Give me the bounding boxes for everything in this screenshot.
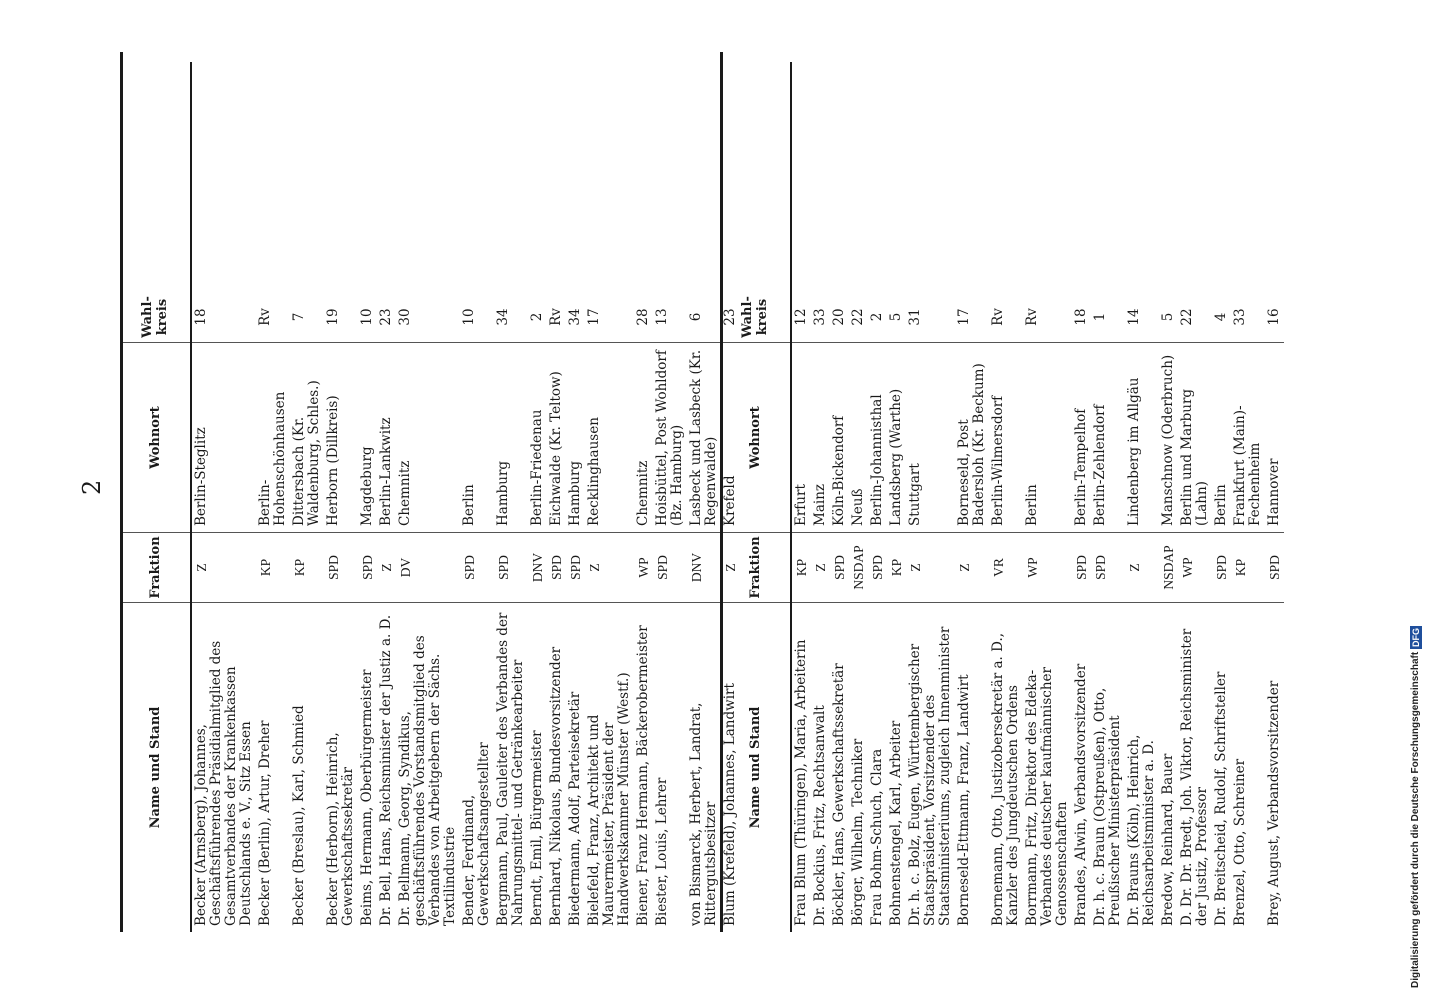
cell-fraktion: NSDAP [849, 532, 868, 602]
cell-wohnort: Borneseld, Post Badersloh (Kr. Beckum) [955, 342, 989, 532]
table-row [1178, 62, 1212, 932]
cell-fraktion: Z [585, 532, 634, 602]
header-wahlkreis: Wahl-kreis [740, 296, 770, 338]
cell-wahlkreis: 1 [1092, 312, 1108, 322]
cell-wohnort: Berlin [1023, 342, 1072, 532]
cell-fraktion: SPD [494, 532, 528, 602]
cell-fraktion: SPD [460, 532, 494, 602]
cell-name: Bredow, Reinhard, Bauer [1159, 602, 1178, 932]
cell-fraktion: SPD [1091, 532, 1125, 602]
cell-wahlkreis: 14 [1126, 308, 1142, 326]
cell-fraktion: SPD [830, 532, 849, 602]
cell-fraktion: SPD [1265, 532, 1284, 602]
cell-name: von Bismarck, Herbert, Landrat, Rittergutsbesitzer [687, 602, 721, 932]
cell-name: Brandes, Alwin, Verbandsvorsitzender [1072, 602, 1091, 932]
header-name: Name und Stand [720, 602, 790, 932]
cell-wahlkreis: 2 [869, 312, 885, 322]
cell-fraktion: KP [290, 532, 324, 602]
cell-wahlkreis: 5 [1160, 312, 1176, 322]
cell-wohnort: Stuttgart [906, 342, 955, 532]
cell-wahlkreis: 4 [1213, 312, 1229, 322]
cell-wohnort: Eichwalde (Kr. Teltow) [547, 342, 566, 532]
table-header [720, 62, 792, 932]
cell-wahlkreis: 34 [567, 308, 583, 326]
table-row [566, 62, 585, 932]
page-number: 2 [78, 479, 106, 495]
cell-fraktion: SPD [358, 532, 377, 602]
cell-wohnort: Hoisbüttel, Post Wohldorf (Bz. Hamburg) [653, 342, 687, 532]
cell-wohnort: Berlin-Wilmersdorf [989, 342, 1023, 532]
cell-fraktion: SPD [324, 532, 358, 602]
cell-fraktion: Z [811, 532, 830, 602]
table-row [1265, 62, 1284, 932]
cell-fraktion: Z [721, 532, 740, 602]
table-row [634, 62, 653, 932]
cell-wahlkreis: 17 [586, 308, 602, 326]
cell-wohnort: Berlin und Marburg (Lahn) [1178, 342, 1212, 532]
cell-name: Dr. h. c. Braun (Ostpreußen), Otto, Preußischer Ministerpräsident [1091, 602, 1125, 932]
table-row [1072, 62, 1091, 932]
cell-name: Biener, Franz Hermann, Bäckerobermeister [634, 602, 653, 932]
margin-note [1410, 8, 1428, 988]
cell-fraktion: Z [955, 532, 989, 602]
table-row [868, 62, 887, 932]
table-row [528, 62, 547, 932]
cell-wahlkreis: 31 [907, 308, 923, 326]
cell-fraktion: KP [256, 532, 290, 602]
cell-wahlkreis: 23 [722, 308, 738, 326]
cell-fraktion: SPD [566, 532, 585, 602]
cell-wahlkreis: 19 [325, 308, 341, 326]
cell-wohnort: Recklinghausen [585, 342, 634, 532]
cell-wohnort: Chemnitz [634, 342, 653, 532]
cell-fraktion: Z [906, 532, 955, 602]
cell-wahlkreis: 28 [635, 308, 651, 326]
header-wohnort: Wohnort [120, 342, 190, 532]
table-row [494, 62, 528, 932]
cell-name: Borrmann, Fritz, Direktor des Edeka-Verbandes deutscher kaufmännischer Genossenschaften [1023, 602, 1072, 932]
cell-wohnort: Chemnitz [396, 342, 460, 532]
table-row [887, 62, 906, 932]
table-row [849, 62, 868, 932]
cell-wohnort: Berlin-Tempelhof [1072, 342, 1091, 532]
cell-name: Börger, Wilhelm, Techniker [849, 602, 868, 932]
cell-name: Biedermann, Adolf, Parteisekretär [566, 602, 585, 932]
cell-wohnort: Köln-Bickendorf [830, 342, 849, 532]
cell-wahlkreis: 5 [888, 312, 904, 322]
cell-wohnort: Berlin-Johannisthal [868, 342, 887, 532]
cell-name: Dr. h. c. Bolz, Eugen, Württembergischer Staatspräsident, Vorsitzender des Staatsministeriums, zugleich Innenminister [906, 602, 955, 932]
cell-fraktion: DV [396, 532, 460, 602]
table-row [547, 62, 566, 932]
cell-wahlkreis: 7 [291, 312, 307, 322]
cell-name: Dr. Brauns (Köln), Heinrich, Reichsarbeitsminister a. D. [1125, 602, 1159, 932]
table-body [792, 62, 1284, 932]
cell-name: Brey, August, Verbandsvorsitzender [1265, 602, 1284, 932]
cell-fraktion: SPD [1072, 532, 1091, 602]
cell-fraktion: KP [887, 532, 906, 602]
cell-wahlkreis: 17 [956, 308, 972, 326]
cell-wahlkreis: 10 [359, 308, 375, 326]
cell-wahlkreis: 22 [1179, 308, 1195, 326]
table-top-rule [720, 52, 723, 932]
cell-name: Bender, Ferdinand, Gewerkschaftsangestellter [460, 602, 494, 932]
cell-fraktion: VR [989, 532, 1023, 602]
cell-name: Bornemann, Otto, Justizobersekretär a. D., Kanzler des Jungdeutschen Ordens [989, 602, 1023, 932]
cell-wahlkreis: 30 [397, 308, 413, 326]
cell-fraktion: WP [1023, 532, 1072, 602]
cell-name: D. Dr. Dr. Bredt, Joh. Viktor, Reichsminister der Justiz, Professor [1178, 602, 1212, 932]
members-table-1 [120, 62, 740, 932]
table-body [192, 62, 740, 932]
cell-wohnort: Landsberg (Warthe) [887, 342, 906, 532]
cell-wohnort: Neuß [849, 342, 868, 532]
header-wahlkreis: Wahl-kreis [140, 296, 170, 338]
cell-name: Borneseld-Ettmann, Franz, Landwirt [955, 602, 989, 932]
cell-wahlkreis: 6 [688, 312, 704, 322]
cell-wohnort: Hannover [1265, 342, 1284, 532]
table-row [256, 62, 290, 932]
cell-wahlkreis: 13 [654, 308, 670, 326]
table-row [989, 62, 1023, 932]
table-row [290, 62, 324, 932]
header-fraktion: Fraktion [720, 532, 790, 602]
cell-wahlkreis: Rv [257, 308, 273, 326]
cell-name: Becker (Arnsberg), Johannes, Geschäftsführendes Präsidialmitglied des Gesamtverbandes der Krankenkassen Deutschlands e. V., Sitz Essen [192, 602, 256, 932]
cell-name: Dr. Bockius, Fritz, Rechtsanwalt [811, 602, 830, 932]
cell-name: Brenzel, Otto, Schreiner [1231, 602, 1265, 932]
cell-fraktion: Z [192, 532, 256, 602]
cell-wahlkreis: 34 [495, 308, 511, 326]
table-row [955, 62, 989, 932]
cell-name: Becker (Herborn), Heinrich, Gewerkschaftssekretär [324, 602, 358, 932]
table-row [653, 62, 687, 932]
table-row [906, 62, 955, 932]
cell-name: Dr. Breitscheid, Rudolf, Schriftsteller [1212, 602, 1231, 932]
cell-name: Dr. Bell, Hans, Reichsminister der Justiz a. D. [377, 602, 396, 932]
cell-wohnort: Frankfurt (Main)-Fechenheim [1231, 342, 1265, 532]
cell-wahlkreis: Rv [548, 308, 564, 326]
cell-fraktion: WP [1178, 532, 1212, 602]
cell-fraktion: DNV [687, 532, 721, 602]
table-row [460, 62, 494, 932]
cell-wohnort: Berlin-Lankwitz [377, 342, 396, 532]
cell-fraktion: Z [377, 532, 396, 602]
cell-wohnort: Manschnow (Oderbruch) [1159, 342, 1178, 532]
cell-wahlkreis: Rv [990, 308, 1006, 326]
cell-name: Dr. Bellmann, Georg, Syndikus, geschäftsführendes Vorstandsmitglied des Verbandes von Arbeitgebern der Sächs. Textilindustrie [396, 602, 460, 932]
table-row [811, 62, 830, 932]
cell-wohnort: Berlin [1212, 342, 1231, 532]
cell-fraktion: KP [1231, 532, 1265, 602]
cell-wohnort: Berlin-Steglitz [192, 342, 256, 532]
cell-wahlkreis: 23 [378, 308, 394, 326]
dfg-logo: DFG [1411, 628, 1421, 648]
cell-wohnort: Mainz [811, 342, 830, 532]
cell-wohnort: Lasbeck und Lasbeck (Kr. Regenwalde) [687, 342, 721, 532]
cell-fraktion: DNV [528, 532, 547, 602]
cell-fraktion: KP [792, 532, 811, 602]
cell-wohnort: Krefeld [721, 342, 740, 532]
cell-name: Bohnenstengel, Karl, Arbeiter [887, 602, 906, 932]
cell-wahlkreis: 33 [1232, 308, 1248, 326]
cell-wohnort: Berlin [460, 342, 494, 532]
cell-fraktion: Z [1125, 532, 1159, 602]
header-wohnort: Wohnort [720, 342, 790, 532]
cell-fraktion: WP [634, 532, 653, 602]
cell-wahlkreis: 22 [850, 308, 866, 326]
table-row [324, 62, 358, 932]
cell-wahlkreis: 2 [529, 312, 545, 322]
table-row [1212, 62, 1231, 932]
cell-name: Biester, Louis, Lehrer [653, 602, 687, 932]
cell-wahlkreis: 33 [812, 308, 828, 326]
table-row [830, 62, 849, 932]
table-row [1023, 62, 1072, 932]
cell-wahlkreis: 12 [793, 308, 809, 326]
cell-wahlkreis: 18 [193, 308, 209, 326]
table-row [377, 62, 396, 932]
cell-wohnort: Berlin-Friedenau [528, 342, 547, 532]
cell-name: Becker (Berlin), Artur, Dreher [256, 602, 290, 932]
cell-fraktion: SPD [1212, 532, 1231, 602]
cell-wahlkreis: 20 [831, 308, 847, 326]
table-row [1125, 62, 1159, 932]
cell-wahlkreis: 18 [1073, 308, 1089, 326]
cell-name: Berndt, Emil, Bürgermeister [528, 602, 547, 932]
cell-wohnort: Berlin-Zehlendorf [1091, 342, 1125, 532]
cell-name: Becker (Breslau), Karl, Schmied [290, 602, 324, 932]
cell-fraktion: SPD [653, 532, 687, 602]
cell-wohnort: Hamburg [494, 342, 528, 532]
cell-name: Bergmann, Paul, Gauleiter des Verbandes der Nahrungsmittel- und Getränkearbeiter [494, 602, 528, 932]
table-row [192, 62, 256, 932]
cell-name: Blum (Krefeld), Johannes, Landwirt [721, 602, 740, 932]
table-top-rule [120, 52, 123, 932]
cell-wahlkreis: 16 [1266, 308, 1282, 326]
cell-wohnort: Erfurt [792, 342, 811, 532]
cell-wohnort: Magdeburg [358, 342, 377, 532]
cell-name: Frau Blum (Thüringen), Maria, Arbeiterin [792, 602, 811, 932]
table-row [1231, 62, 1265, 932]
members-table-2 [720, 62, 1284, 932]
table-row [1091, 62, 1125, 932]
cell-wahlkreis: Rv [1024, 308, 1040, 326]
cell-name: Frau Bohm-Schuch, Clara [868, 602, 887, 932]
header-name: Name und Stand [120, 602, 190, 932]
header-fraktion: Fraktion [120, 532, 190, 602]
cell-fraktion: NSDAP [1159, 532, 1178, 602]
cell-name: Böckler, Hans, Gewerkschaftssekretär [830, 602, 849, 932]
cell-wohnort: Berlin-Hohenschönhausen [256, 342, 290, 532]
table-header [120, 62, 192, 932]
cell-wohnort: Herborn (Dillkreis) [324, 342, 358, 532]
table-row [358, 62, 377, 932]
cell-wohnort: Hamburg [566, 342, 585, 532]
cell-wohnort: Dittersbach (Kr. Waldenburg, Schles.) [290, 342, 324, 532]
cell-name: Bernhard, Nikolaus, Bundesvorsitzender [547, 602, 566, 932]
table-row [687, 62, 721, 932]
cell-fraktion: SPD [868, 532, 887, 602]
cell-fraktion: SPD [547, 532, 566, 602]
table-row [1159, 62, 1178, 932]
table-row [792, 62, 811, 932]
margin-note-text: Digitalisierung gefördert durch die Deutsche Forschungsgemeinschaft [1410, 651, 1421, 988]
cell-name: Beims, Hermann, Oberbürgermeister [358, 602, 377, 932]
cell-wahlkreis: 10 [461, 308, 477, 326]
cell-wohnort: Lindenberg im Allgäu [1125, 342, 1159, 532]
table-row [396, 62, 460, 932]
cell-name: Bielefeld, Franz, Architekt und Maurermeister, Präsident der Handwerkskammer Münster (Westf.) [585, 602, 634, 932]
table-row [585, 62, 634, 932]
